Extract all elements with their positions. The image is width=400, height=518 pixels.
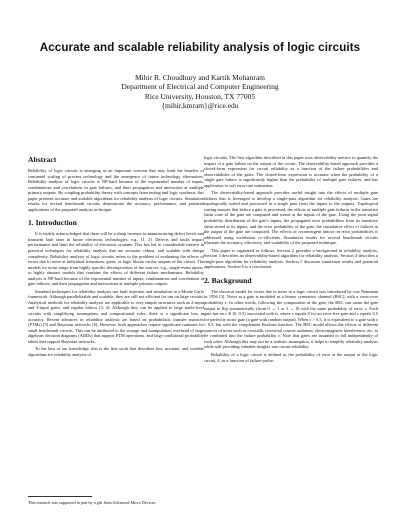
intro-paragraph: This paper is organized as follows. Section 2 provides a background in reliability analysis. Section 3 describes an observability-based algorithm for reliability analysis. Section 4 describes a single-pass algorithm for reliability analysis. Section 5 discusses simulation results and potential applications. Section 6 is a conclusion. — [204, 247, 378, 270]
left-column — [28, 155, 204, 359]
paper-title: Accurate and scalable reliability analysis of logic circuits — [39, 41, 361, 54]
intro-paragraph: The observability-based approach provides useful insight into the effects of multiple gate failures that is leveraged to develop a single-pass algorithm for reliability analysis. Gates are topologically sorted and processed in a single pass from the inputs to the outputs. Topological sorting ensures that before a gate is processed, the effects of multiple gate failures in the transitive fanin cone of the gate are computed and stored at the inputs of the gate. Using the joint signal probability distribution of the gate's inputs, the propagated error probabilities from its transitive fanin stored at its inputs, and the error probability of the gate, the cumulative effect of failures at the output of the gate are computed. The effects of reconvergent fanout on error probabilities is addressed using correlation co-efficients. Simulation results for several benchmark circuits illustrate the accuracy, efficiency, and scalability of the proposed technique. — [204, 190, 378, 246]
author-email: {mihir,kmram}@rice.edu — [161, 101, 239, 111]
intro-paragraph: logic circuits. The first algorithm described in this paper uses observability metrics to quantify the impact of a gate failure on the output of the circuit. The observability-based approach provides a closed-form expression for circuit reliability as a function of the failure probabilities and observabilities of the gates. The closed-form expression is accurate when the probability of a single gate failure is significantly higher than the probability of multiple gate failures, and has application to soft error rate estimation. — [204, 155, 378, 188]
right-column — [204, 155, 378, 365]
intro-paragraph: It is widely acknowledged that there will be a sharp increase in manufacturing defect levels and transient fault rates in future electronic technologies, e.g., [1, 2]. Defects and faults impact performance and limit the reliability of electronic systems. This has led to considerable interest in practical techniques for reliability analysis that are accurate, robust, and scalable with design complexity. Reliability analysis of logic circuits refers to the problem of evaluating the effects of errors due to noise at individual transistors, gates, or logic blocks on the outputs of the circuit. The models for noise range from highly specific decomposition of the sources, e.g., single-event upsets, to highly abstract models that combine the effects of different failure mechanisms. Reliability analysis is NP-hard because of the exponential number of inputs, combinations and correlations in gate failures, and their propagation and interactions at multiple primary outputs. — [28, 231, 204, 287]
intro-paragraph: Standard techniques for reliability analysis use fault injection and simulation in a Monte Carlo framework. Although parallelizable and scalable, they are still not efficient for use on large circuits. Analytical methods for reliability analysis are applicable to very simple structures such as 2-input and 3-input gates, and regular fabrics [3, 4]. Although they can be applied to large multi-level circuits with simplifying assumptions and compositional rules, there is a significant loss in accuracy. Recent advances in reliability analysis are based on probabilistic transfer matrices (PTMs) [5] and Bayesian networks [6]. However, both approaches require significant runtimes for small benchmark circuits. This can be attributed to the storage and manipulation overhead of large algebraic decision diagrams (ADDs) that support PTM operations, and large conditional probability tables that support Bayesian networks. — [28, 288, 204, 344]
introduction-heading: 1. Introduction — [28, 218, 77, 228]
author-department: Department of Electrical and Computer Engineering — [121, 82, 279, 92]
abstract-heading: Abstract — [28, 155, 57, 164]
abstract-text: Reliability of logic circuits is emerging as an important concern that may limit the benefits of continued scaling of process technology and the emergence of future technology alternatives. Reliability analysis of logic circuits is NP-hard because of the exponential number of inputs, combinations and correlations in gate failures, and their propagation and interaction at multiple primary outputs. By coupling probability theory with concepts from testing and logic synthesis, this paper presents accurate and scalable algorithms for reliability analysis of logic circuits. Simulation results for several benchmark circuits demonstrate the accuracy, performance, and potential applications of the proposed analysis technique. — [28, 168, 204, 212]
background-paragraph: Reliability of a logic circuit is defined as the probability of error at the output of the logic circuit, δ, as a function of failure proba- — [204, 351, 378, 363]
footnote: This research was supported in part by a gift from Advanced Micro Devices. — [28, 500, 157, 505]
author-block — [0, 73, 400, 111]
footnote-rule — [28, 496, 92, 497]
background-heading: 2. Background — [204, 275, 252, 285]
intro-paragraph: To the best of our knowledge, this is the first work that describes fast, accurate, and scalable algorithms for reliability analysis of — [28, 346, 204, 357]
author-institution: Rice University, Houston, TX 77005 — [144, 91, 256, 101]
author-names: Mihir R. Choudhury and Kartik Mohanram — [135, 73, 265, 82]
background-paragraph: The classical model for errors due to noise in a logic circuit was introduced by von Neumann in 1956 [3]. Noise at a gate is modeled as a binary symmetric channel (BSC), with a cross-over probability ε. In other words, following the computation at the gate, the BSC can cause the gate output to flip symmetrically (from 0 → 1 or 1 → 0) with the same probability of error, ε. Each gate has an ε ∈ [0, 0.5] associated with it, where ε equals 0 for an error-free gate and ε equals 0.5 for perfectly noisy gate (a gate with random output). When ε > 0.5, it is equivalent to a gate with ε < 0.5, but with the complement Boolean function. The BSC model allows the effects of different sources of noise such as crosstalk, terrestrial cosmic radiation, electromagnetic interference, etc. to be combined into the failure probability ε. Note that gates are assumed to fail independently of each other. Although this may not be a realistic assumption, it helps to simplify reliability analysis while still providing valuable insights into circuit reliability. — [204, 288, 378, 350]
